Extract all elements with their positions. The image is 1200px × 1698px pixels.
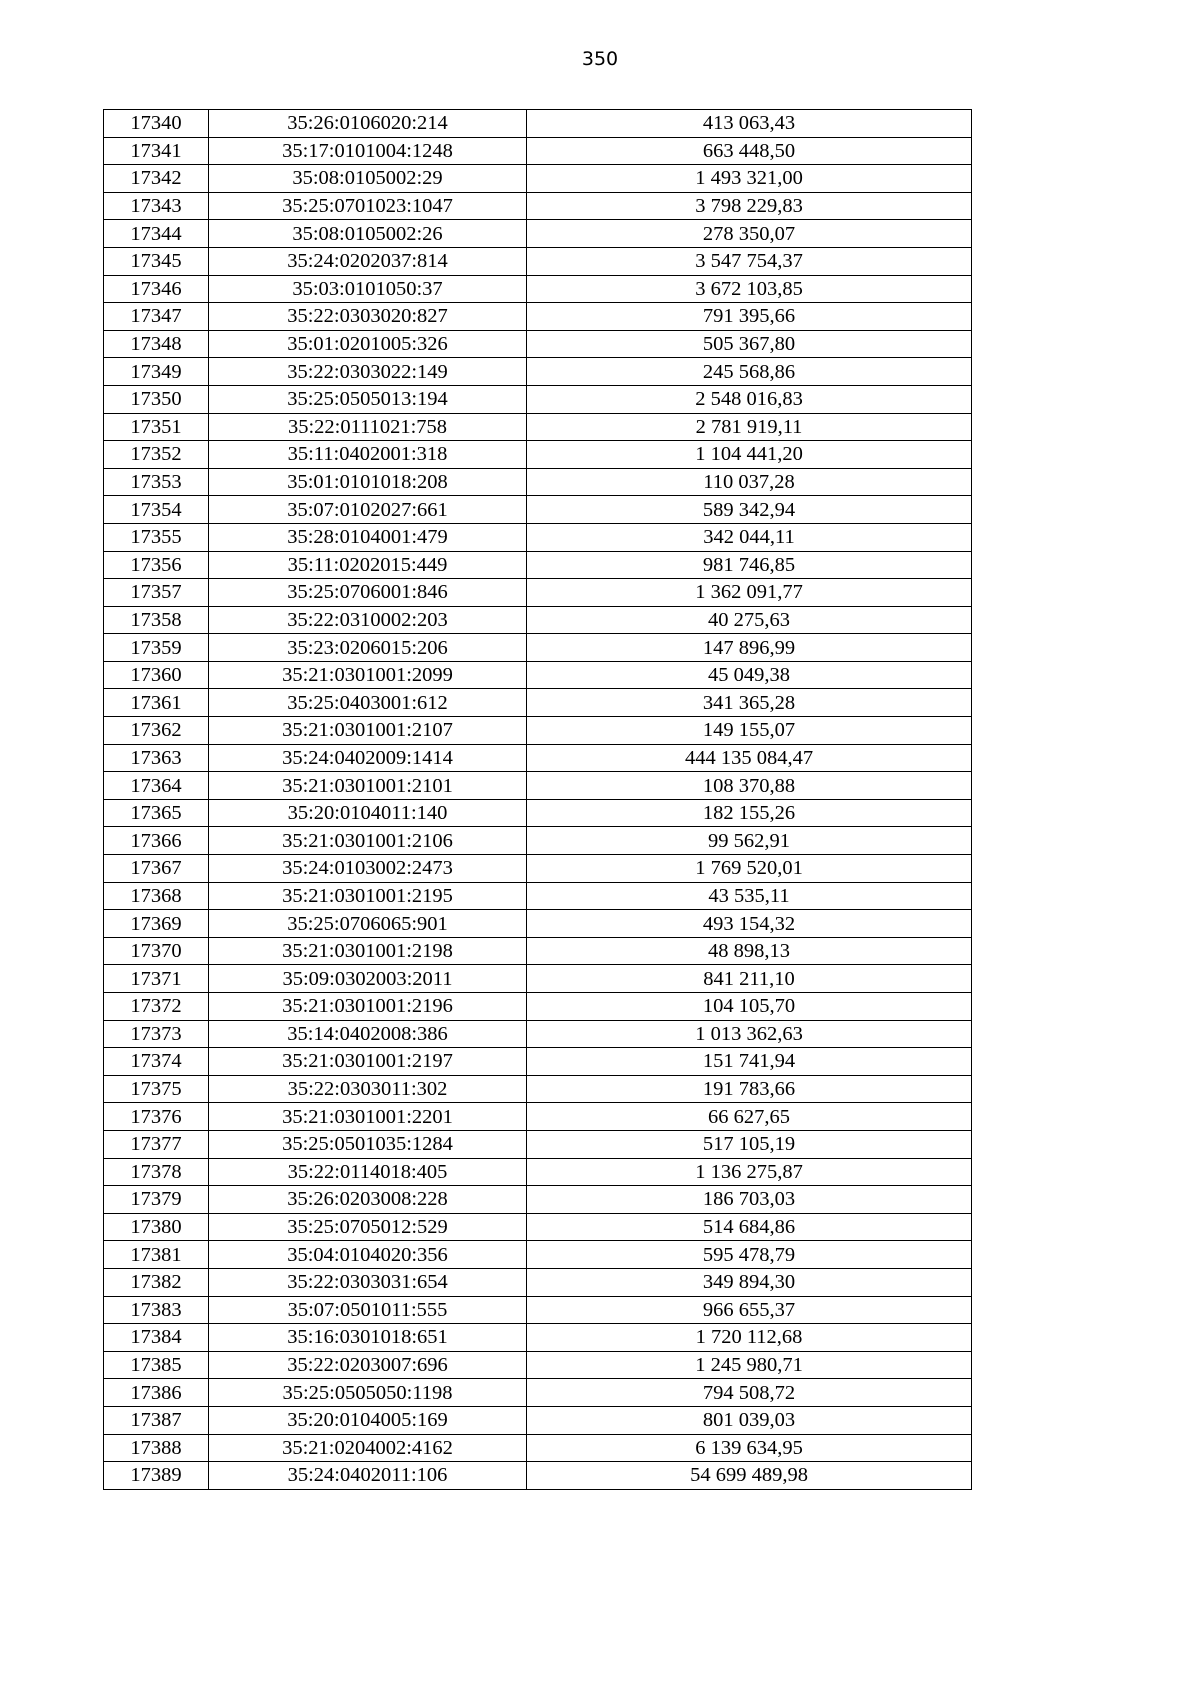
cadastral-value-cell: 514 684,86 <box>527 1213 972 1241</box>
cadastral-value-cell: 182 155,26 <box>527 799 972 827</box>
row-number-cell: 17340 <box>104 110 209 138</box>
cadastral-value-cell: 278 350,07 <box>527 220 972 248</box>
cadastral-value-cell: 1 493 321,00 <box>527 165 972 193</box>
cadastral-value-cell: 2 548 016,83 <box>527 385 972 413</box>
cadastral-number-cell: 35:20:0104011:140 <box>209 799 527 827</box>
table-row <box>104 303 972 331</box>
table-row <box>104 385 972 413</box>
cadastral-number-cell: 35:22:0303031:654 <box>209 1268 527 1296</box>
row-number-cell: 17366 <box>104 827 209 855</box>
cadastral-number-cell: 35:22:0303020:827 <box>209 303 527 331</box>
table-row <box>104 192 972 220</box>
cadastral-number-cell: 35:24:0202037:814 <box>209 247 527 275</box>
table-row <box>104 330 972 358</box>
cadastral-value-cell: 54 699 489,98 <box>527 1462 972 1490</box>
table-row <box>104 1296 972 1324</box>
cadastral-number-cell: 35:26:0106020:214 <box>209 110 527 138</box>
cadastral-value-cell: 2 781 919,11 <box>527 413 972 441</box>
cadastral-value-cell: 413 063,43 <box>527 110 972 138</box>
cadastral-number-cell: 35:24:0402011:106 <box>209 1462 527 1490</box>
table-row <box>104 1379 972 1407</box>
table-row <box>104 634 972 662</box>
cadastral-number-cell: 35:11:0202015:449 <box>209 551 527 579</box>
row-number-cell: 17345 <box>104 247 209 275</box>
table-row <box>104 1406 972 1434</box>
row-number-cell: 17350 <box>104 385 209 413</box>
table-row <box>104 1434 972 1462</box>
cadastral-number-cell: 35:16:0301018:651 <box>209 1324 527 1352</box>
cadastral-number-cell: 35:21:0301001:2201 <box>209 1103 527 1131</box>
cadastral-value-cell: 349 894,30 <box>527 1268 972 1296</box>
cadastral-value-cell: 66 627,65 <box>527 1103 972 1131</box>
row-number-cell: 17368 <box>104 882 209 910</box>
row-number-cell: 17348 <box>104 330 209 358</box>
cadastral-number-cell: 35:20:0104005:169 <box>209 1406 527 1434</box>
table-row <box>104 1213 972 1241</box>
row-number-cell: 17361 <box>104 689 209 717</box>
row-number-cell: 17347 <box>104 303 209 331</box>
cadastral-value-cell: 1 136 275,87 <box>527 1158 972 1186</box>
cadastral-number-cell: 35:24:0402009:1414 <box>209 744 527 772</box>
cadastral-number-cell: 35:01:0201005:326 <box>209 330 527 358</box>
cadastral-value-cell: 3 547 754,37 <box>527 247 972 275</box>
table-row <box>104 441 972 469</box>
table-row <box>104 523 972 551</box>
cadastral-number-cell: 35:25:0701023:1047 <box>209 192 527 220</box>
cadastral-value-cell: 1 013 362,63 <box>527 1020 972 1048</box>
row-number-cell: 17372 <box>104 993 209 1021</box>
table-row <box>104 1020 972 1048</box>
row-number-cell: 17349 <box>104 358 209 386</box>
cadastral-value-cell: 45 049,38 <box>527 661 972 689</box>
cadastral-number-cell: 35:07:0501011:555 <box>209 1296 527 1324</box>
table-row <box>104 799 972 827</box>
row-number-cell: 17380 <box>104 1213 209 1241</box>
cadastral-number-cell: 35:14:0402008:386 <box>209 1020 527 1048</box>
cadastral-value-cell: 1 104 441,20 <box>527 441 972 469</box>
cadastral-value-cell: 147 896,99 <box>527 634 972 662</box>
cadastral-number-cell: 35:21:0301001:2198 <box>209 937 527 965</box>
cadastral-value-cell: 1 720 112,68 <box>527 1324 972 1352</box>
row-number-cell: 17343 <box>104 192 209 220</box>
row-number-cell: 17373 <box>104 1020 209 1048</box>
row-number-cell: 17376 <box>104 1103 209 1131</box>
cadastral-number-cell: 35:11:0402001:318 <box>209 441 527 469</box>
cadastral-value-cell: 110 037,28 <box>527 468 972 496</box>
cadastral-number-cell: 35:24:0103002:2473 <box>209 855 527 883</box>
cadastral-number-cell: 35:21:0301001:2195 <box>209 882 527 910</box>
row-number-cell: 17369 <box>104 910 209 938</box>
row-number-cell: 17371 <box>104 965 209 993</box>
cadastral-number-cell: 35:21:0301001:2099 <box>209 661 527 689</box>
cadastral-number-cell: 35:21:0301001:2107 <box>209 717 527 745</box>
cadastral-number-cell: 35:21:0301001:2106 <box>209 827 527 855</box>
table-row <box>104 358 972 386</box>
row-number-cell: 17364 <box>104 772 209 800</box>
row-number-cell: 17344 <box>104 220 209 248</box>
cadastral-value-cell: 99 562,91 <box>527 827 972 855</box>
row-number-cell: 17375 <box>104 1075 209 1103</box>
table-row <box>104 1048 972 1076</box>
table-row <box>104 1351 972 1379</box>
cadastral-number-cell: 35:25:0505013:194 <box>209 385 527 413</box>
cadastral-number-cell: 35:26:0203008:228 <box>209 1186 527 1214</box>
cadastral-number-cell: 35:21:0301001:2196 <box>209 993 527 1021</box>
row-number-cell: 17346 <box>104 275 209 303</box>
row-number-cell: 17381 <box>104 1241 209 1269</box>
cadastral-number-cell: 35:22:0310002:203 <box>209 606 527 634</box>
row-number-cell: 17352 <box>104 441 209 469</box>
cadastral-number-cell: 35:21:0301001:2101 <box>209 772 527 800</box>
table-row <box>104 661 972 689</box>
cadastral-value-cell: 341 365,28 <box>527 689 972 717</box>
table-row <box>104 772 972 800</box>
cadastral-value-cell: 1 362 091,77 <box>527 579 972 607</box>
row-number-cell: 17360 <box>104 661 209 689</box>
cadastral-value-cell: 342 044,11 <box>527 523 972 551</box>
cadastral-number-cell: 35:21:0204002:4162 <box>209 1434 527 1462</box>
row-number-cell: 17386 <box>104 1379 209 1407</box>
cadastral-value-cell: 663 448,50 <box>527 137 972 165</box>
page-number: 350 <box>581 48 619 70</box>
cadastral-value-cell: 841 211,10 <box>527 965 972 993</box>
row-number-cell: 17341 <box>104 137 209 165</box>
cadastral-number-cell: 35:25:0501035:1284 <box>209 1130 527 1158</box>
cadastral-value-cell: 794 508,72 <box>527 1379 972 1407</box>
row-number-cell: 17388 <box>104 1434 209 1462</box>
cadastral-value-cell: 801 039,03 <box>527 1406 972 1434</box>
row-number-cell: 17362 <box>104 717 209 745</box>
cadastral-value-cell: 444 135 084,47 <box>527 744 972 772</box>
cadastral-number-cell: 35:01:0101018:208 <box>209 468 527 496</box>
row-number-cell: 17365 <box>104 799 209 827</box>
cadastral-number-cell: 35:09:0302003:2011 <box>209 965 527 993</box>
table-row <box>104 1324 972 1352</box>
row-number-cell: 17356 <box>104 551 209 579</box>
table-row <box>104 1462 972 1490</box>
cadastral-number-cell: 35:25:0505050:1198 <box>209 1379 527 1407</box>
cadastral-value-cell: 1 245 980,71 <box>527 1351 972 1379</box>
row-number-cell: 17377 <box>104 1130 209 1158</box>
cadastral-value-cell: 245 568,86 <box>527 358 972 386</box>
row-number-cell: 17358 <box>104 606 209 634</box>
cadastral-number-cell: 35:25:0403001:612 <box>209 689 527 717</box>
table-row <box>104 827 972 855</box>
registry-table-body <box>104 110 972 1490</box>
table-row <box>104 937 972 965</box>
cadastral-number-cell: 35:25:0705012:529 <box>209 1213 527 1241</box>
cadastral-value-cell: 191 783,66 <box>527 1075 972 1103</box>
table-row <box>104 965 972 993</box>
cadastral-value-cell: 791 395,66 <box>527 303 972 331</box>
cadastral-number-cell: 35:03:0101050:37 <box>209 275 527 303</box>
row-number-cell: 17374 <box>104 1048 209 1076</box>
cadastral-number-cell: 35:25:0706065:901 <box>209 910 527 938</box>
table-row <box>104 137 972 165</box>
cadastral-value-cell: 517 105,19 <box>527 1130 972 1158</box>
table-row <box>104 855 972 883</box>
cadastral-number-cell: 35:04:0104020:356 <box>209 1241 527 1269</box>
table-row <box>104 110 972 138</box>
table-row <box>104 1158 972 1186</box>
cadastral-value-cell: 48 898,13 <box>527 937 972 965</box>
row-number-cell: 17357 <box>104 579 209 607</box>
table-row <box>104 496 972 524</box>
cadastral-value-cell: 1 769 520,01 <box>527 855 972 883</box>
row-number-cell: 17342 <box>104 165 209 193</box>
row-number-cell: 17363 <box>104 744 209 772</box>
cadastral-number-cell: 35:22:0303011:302 <box>209 1075 527 1103</box>
row-number-cell: 17384 <box>104 1324 209 1352</box>
cadastral-value-cell: 589 342,94 <box>527 496 972 524</box>
cadastral-value-cell: 3 672 103,85 <box>527 275 972 303</box>
cadastral-value-cell: 493 154,32 <box>527 910 972 938</box>
table-row <box>104 1130 972 1158</box>
table-row <box>104 220 972 248</box>
cadastral-number-cell: 35:23:0206015:206 <box>209 634 527 662</box>
row-number-cell: 17385 <box>104 1351 209 1379</box>
row-number-cell: 17367 <box>104 855 209 883</box>
table-row <box>104 717 972 745</box>
cadastral-number-cell: 35:22:0111021:758 <box>209 413 527 441</box>
cadastral-value-cell: 505 367,80 <box>527 330 972 358</box>
row-number-cell: 17387 <box>104 1406 209 1434</box>
cadastral-number-cell: 35:28:0104001:479 <box>209 523 527 551</box>
table-row <box>104 1268 972 1296</box>
cadastral-number-cell: 35:22:0203007:696 <box>209 1351 527 1379</box>
cadastral-value-cell: 186 703,03 <box>527 1186 972 1214</box>
table-row <box>104 882 972 910</box>
registry-table <box>103 109 972 1490</box>
row-number-cell: 17379 <box>104 1186 209 1214</box>
table-row <box>104 1103 972 1131</box>
cadastral-value-cell: 6 139 634,95 <box>527 1434 972 1462</box>
table-row <box>104 275 972 303</box>
cadastral-number-cell: 35:07:0102027:661 <box>209 496 527 524</box>
cadastral-value-cell: 43 535,11 <box>527 882 972 910</box>
table-row <box>104 1241 972 1269</box>
table-row <box>104 165 972 193</box>
cadastral-value-cell: 108 370,88 <box>527 772 972 800</box>
row-number-cell: 17359 <box>104 634 209 662</box>
table-row <box>104 1186 972 1214</box>
cadastral-number-cell: 35:21:0301001:2197 <box>209 1048 527 1076</box>
row-number-cell: 17351 <box>104 413 209 441</box>
table-row <box>104 1075 972 1103</box>
cadastral-value-cell: 151 741,94 <box>527 1048 972 1076</box>
table-row <box>104 606 972 634</box>
cadastral-value-cell: 3 798 229,83 <box>527 192 972 220</box>
cadastral-number-cell: 35:25:0706001:846 <box>209 579 527 607</box>
table-row <box>104 413 972 441</box>
table-row <box>104 689 972 717</box>
table-row <box>104 468 972 496</box>
table-row <box>104 993 972 1021</box>
table-row <box>104 744 972 772</box>
row-number-cell: 17353 <box>104 468 209 496</box>
cadastral-value-cell: 104 105,70 <box>527 993 972 1021</box>
cadastral-value-cell: 40 275,63 <box>527 606 972 634</box>
cadastral-value-cell: 149 155,07 <box>527 717 972 745</box>
table-row <box>104 910 972 938</box>
row-number-cell: 17378 <box>104 1158 209 1186</box>
cadastral-value-cell: 595 478,79 <box>527 1241 972 1269</box>
table-row <box>104 579 972 607</box>
cadastral-value-cell: 966 655,37 <box>527 1296 972 1324</box>
cadastral-number-cell: 35:22:0303022:149 <box>209 358 527 386</box>
row-number-cell: 17383 <box>104 1296 209 1324</box>
cadastral-value-cell: 981 746,85 <box>527 551 972 579</box>
row-number-cell: 17355 <box>104 523 209 551</box>
row-number-cell: 17382 <box>104 1268 209 1296</box>
cadastral-number-cell: 35:17:0101004:1248 <box>209 137 527 165</box>
table-row <box>104 551 972 579</box>
cadastral-number-cell: 35:08:0105002:26 <box>209 220 527 248</box>
row-number-cell: 17370 <box>104 937 209 965</box>
row-number-cell: 17354 <box>104 496 209 524</box>
cadastral-number-cell: 35:22:0114018:405 <box>209 1158 527 1186</box>
cadastral-number-cell: 35:08:0105002:29 <box>209 165 527 193</box>
row-number-cell: 17389 <box>104 1462 209 1490</box>
table-row <box>104 247 972 275</box>
